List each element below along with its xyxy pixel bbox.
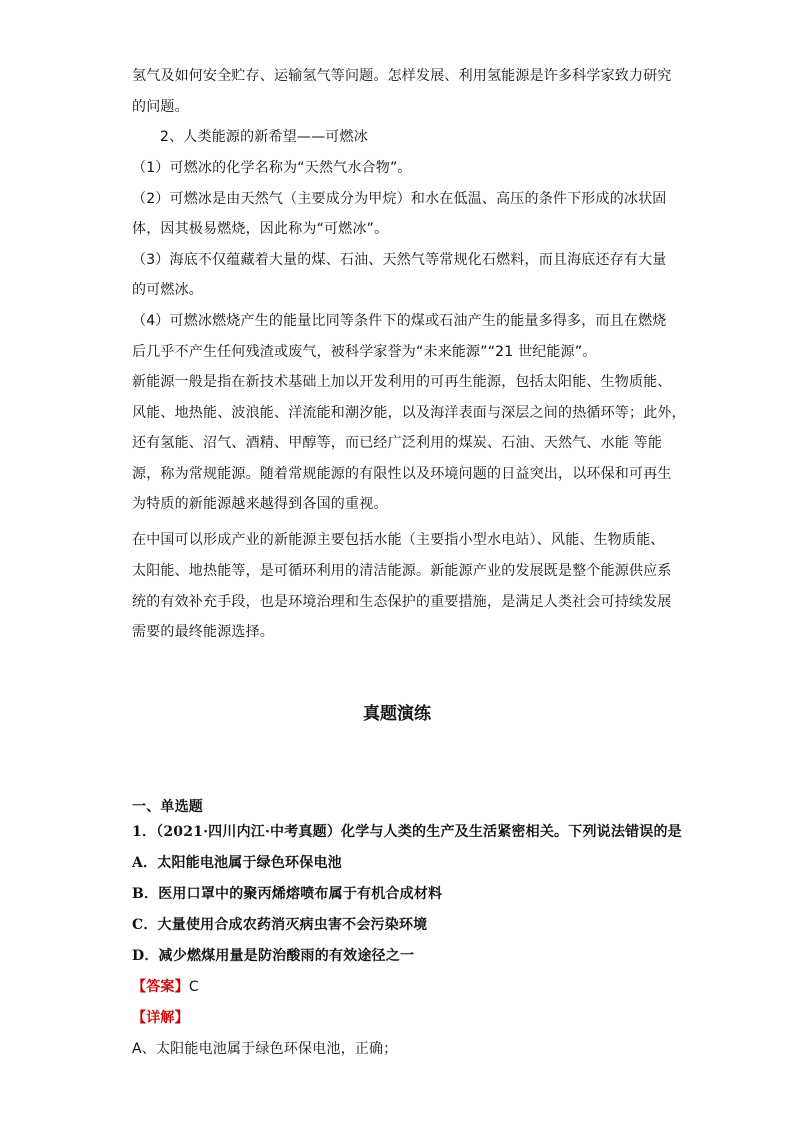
- new-energy-line-2: 风能、地热能、波浪能、洋流能和潮汐能，以及海洋表面与深层之间的热循环等；此外，: [132, 405, 686, 421]
- china-line-3: 统的有效补充手段，也是环境治理和生态保护的重要措施，是满足人类社会可持续发展: [132, 594, 672, 610]
- point-2-line-2: 体，因其极易燃烧，因此称为“可燃冰”。: [132, 221, 389, 237]
- china-line-1: 在中国可以形成产业的新能源主要包括水能（主要指小型水电站）、风能、生物质能、: [132, 532, 665, 548]
- answer-row: [132, 977, 199, 997]
- section-2-heading: 2、人类能源的新希望——可燃冰: [160, 129, 368, 145]
- intro-line-1: 氢气及如何安全贮存、运输氢气等问题。怎样发展、利用氢能源是许多科学家致力研究: [132, 68, 672, 84]
- option-b: B．医用口罩中的聚丙烯熔喷布属于有机合成材料: [132, 886, 443, 902]
- point-4-line-1: （4）可燃冰燃烧产生的能量比同等条件下的煤或石油产生的能量多得多，而且在燃烧: [132, 313, 667, 329]
- detail-line: A、太阳能电池属于绿色环保电池，正确；: [132, 1041, 398, 1057]
- answer-value: C: [188, 979, 199, 995]
- question-stem: 1．（2021·四川内江·中考真题）化学与人类的生产及生活紧密相关。下列说法错误的是: [132, 824, 682, 840]
- point-3-line-2: 的可燃冰。: [132, 282, 203, 298]
- detail-tag: 【详解】: [132, 1010, 189, 1026]
- option-c: C．大量使用合成农药消灭病虫害不会污染环境: [132, 917, 428, 933]
- china-line-2: 太阳能、地热能等，是可循环利用的清洁能源。新能源产业的发展既是整个能源供应系: [132, 563, 672, 579]
- china-line-4: 需要的最终能源选择。: [132, 624, 274, 640]
- section-label: 一、单选题: [132, 799, 203, 815]
- new-energy-line-1: 新能源一般是指在新技术基础上加以开发利用的可再生能源，包括太阳能、生物质能、: [132, 374, 672, 390]
- new-energy-line-3: 还有氢能、沼气、酒精、甲醇等，而已经广泛利用的煤炭、石油、天然气、水能 等能: [132, 435, 663, 451]
- new-energy-line-4: 源，称为常规能源。随着常规能源的有限性以及环境问题的日益突出，以环保和可再生: [132, 466, 672, 482]
- answer-tag: 【答案】: [132, 979, 189, 995]
- detail-row: [132, 1008, 189, 1028]
- option-d: D．减少燃煤用量是防治酸雨的有效途径之一: [132, 948, 415, 964]
- option-a: A．太阳能电池属于绿色环保电池: [132, 855, 342, 871]
- new-energy-line-5: 为特质的新能源越来越得到各国的重视。: [132, 496, 388, 512]
- point-4-line-2: 后几乎不产生任何残渣或废气，被科学家誉为“未来能源”“21 世纪能源”。: [132, 344, 597, 360]
- point-2-line-1: （2）可燃冰是由天然气（主要成分为甲烷）和水在低温、高压的条件下形成的冰状固: [132, 191, 667, 207]
- intro-line-2: 的问题。: [132, 99, 189, 115]
- page-title: 真题演练: [363, 704, 431, 724]
- point-1: （1）可燃冰的化学名称为“天然气水合物”。: [132, 160, 412, 176]
- point-3-line-1: （3）海底不仅蕴藏着大量的煤、石油、天然气等常规化石燃料，而且海底还存有大量: [132, 252, 667, 268]
